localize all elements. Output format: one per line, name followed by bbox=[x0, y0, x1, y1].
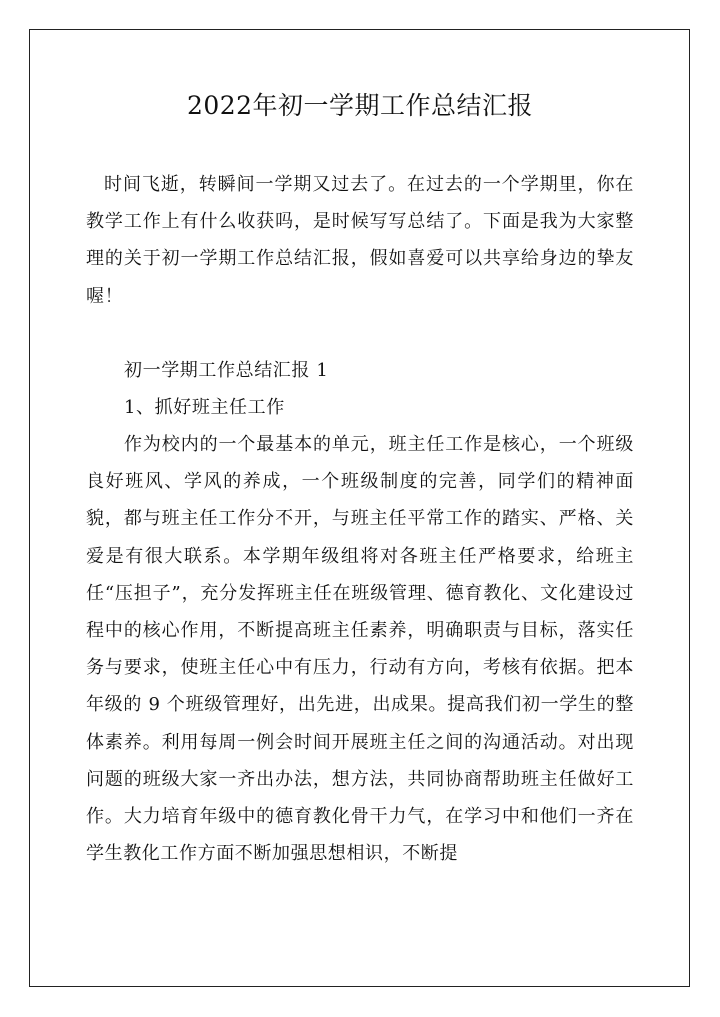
subtitle: 初一学期工作总结汇报 1 bbox=[124, 360, 329, 381]
document-title: 2022年初一学期工作总结汇报 bbox=[186, 91, 534, 120]
intro-paragraph: 时间飞逝，转瞬间一学期又过去了。在过去的一个学期里，你在教学工作上有什么收获吗，是时候写写总结了。下面是我为大家整理的关于初一学期工作总结汇报，假如喜爱可以共享给身边的挚友喔！ bbox=[86, 174, 634, 307]
body-paragraph: 作为校内的一个最基本的单元，班主任工作是核心，一个班级良好班风、学风的养成，一个班级制度的完善，同学们的精神面貌，都与班主任工作分不开，与班主任平常工作的踏实、严格、关爱是有很大联系。本学期年级组将对各班主任严格要求，给班主任“压担子”，充分发挥班主任在班级管理、德育教化、文化建设过程中的核心作用，不断提高班主任素养，明确职责与目标，落实任务与要求，使班主任心中有压力，行动有方向，考核有依据。把本年级的 9 个班级管理好，出先进，出成果。提高我们初一学生的整体素养。利用每周一例会时间开展班主任之间的沟通活动。对出现问题的班级大家一齐出办法，想方法，共同协商帮助班主任做好工作。大力培育年级中的德育教化骨干力气，在学习中和他们一齐在学生教化工作方面不断加强思想相识，不断提 bbox=[86, 434, 634, 865]
section-title: 1、抓好班主任工作 bbox=[124, 397, 285, 418]
